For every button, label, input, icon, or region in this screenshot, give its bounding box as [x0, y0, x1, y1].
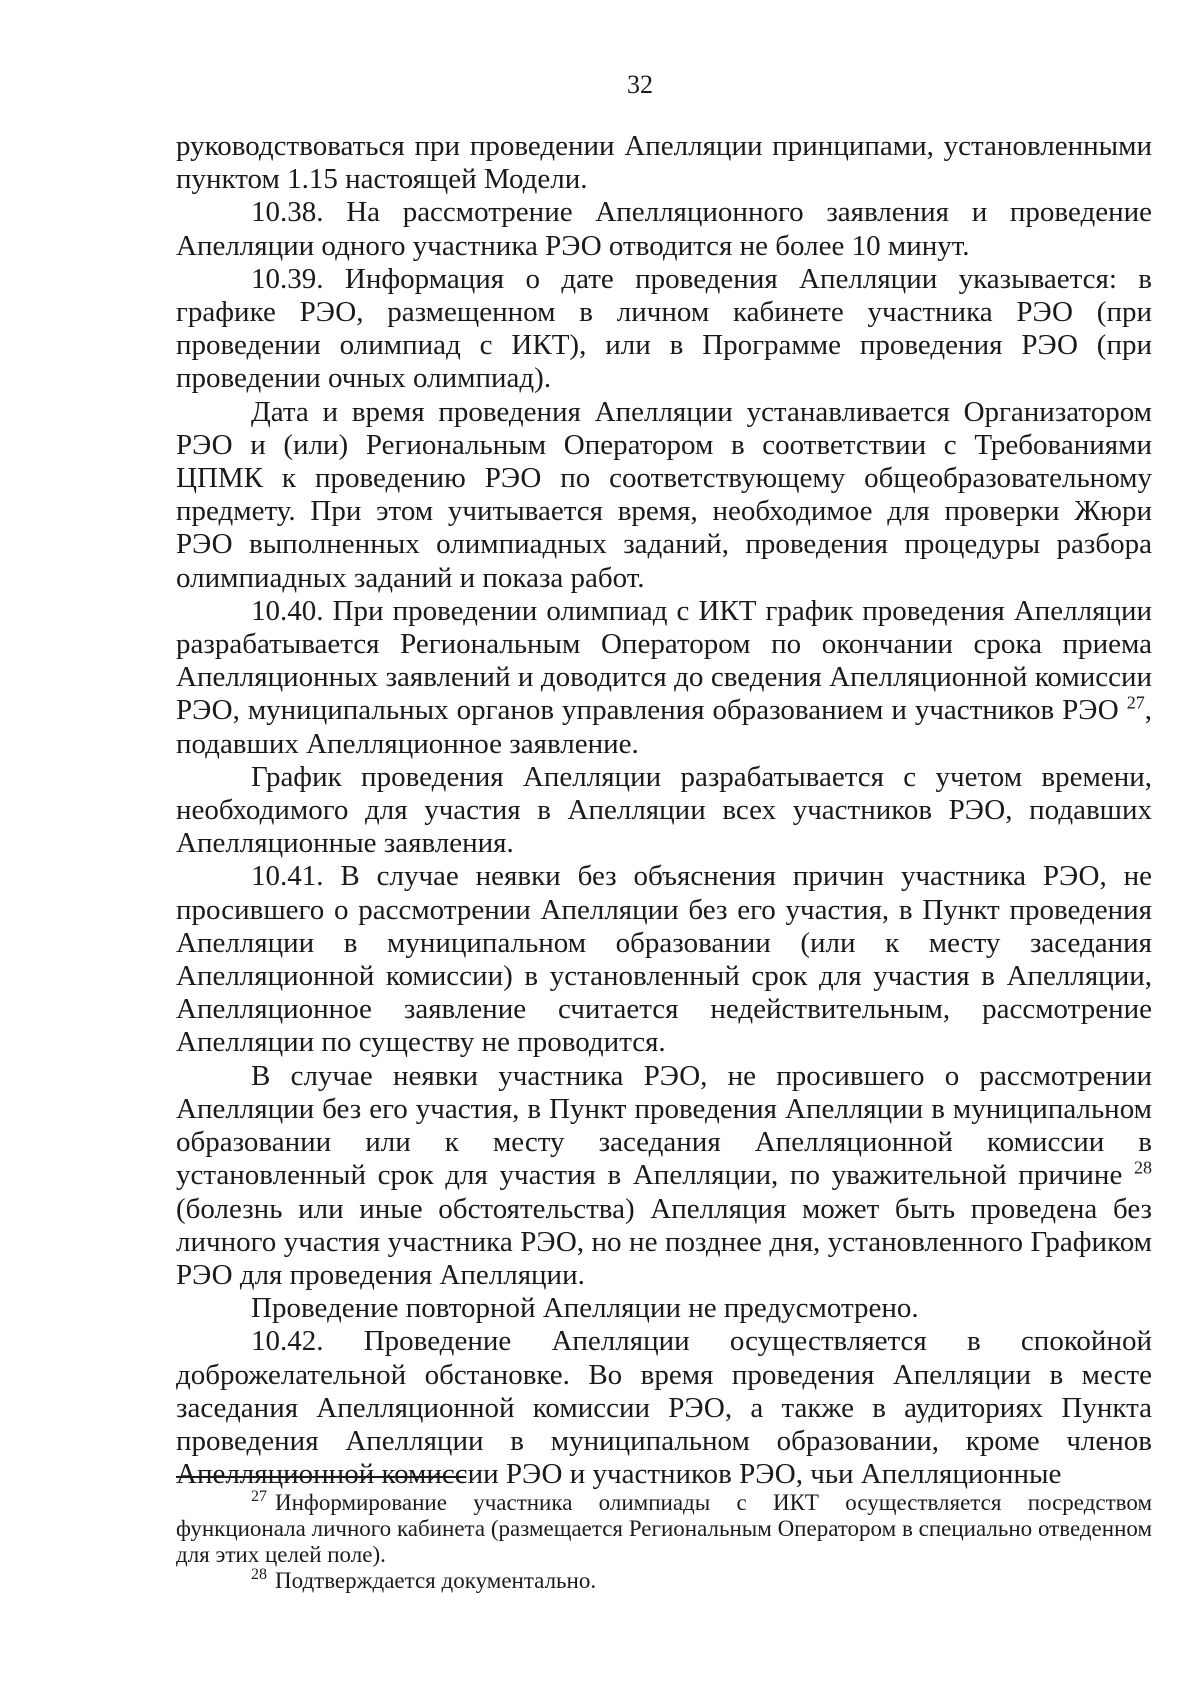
paragraph-text: (болезнь или иные обстоятельства) Апелляция может быть проведена без личного участия участника РЭО, но не позднее дня, установленного Графиком РЭО для проведения Апелляции. — [176, 1192, 1152, 1291]
paragraph: Дата и время проведения Апелляции устанавливается Организатором РЭО и (или) Региональным Оператором в соответствии с Требованиями ЦПМК к проведению РЭО по соответствующему общеобразовательному предмету. При этом учитывается время, необходимое для проверки Жюри РЭО выполненных олимпиадных заданий, проведения процедуры разбора олимпиадных заданий и показа работ. — [176, 395, 1152, 594]
paragraph-10-38: 10.38. На рассмотрение Апелляционного заявления и проведение Апелляции одного участника РЭО отводится не более 10 минут. — [176, 196, 1152, 262]
footnote-separator — [176, 1476, 466, 1478]
footnote-number: 28 — [251, 1566, 267, 1584]
footnote-number: 27 — [251, 1488, 267, 1506]
document-body — [176, 130, 1152, 1491]
footnote — [176, 1568, 1152, 1594]
paragraph-10-39: 10.39. Информация о дате проведения Апелляции указывается: в графике РЭО, размещенном в личном кабинете участника РЭО (при проведении олимпиад с ИКТ), или в Программе проведения РЭО (при проведении очных олимпиад). — [176, 262, 1152, 395]
paragraph-10-42: 10.42. Проведение Апелляции осуществляется в спокойной доброжелательной обстановке. Во время проведения Апелляции в месте заседания Апелляционной комиссии РЭО, а также в аудиториях Пункта проведения Апелляции в муниципальном образовании, кроме членов Апелляционной комиссии РЭО и участников РЭО, чьи Апелляционные — [176, 1325, 1152, 1491]
paragraph: График проведения Апелляции разрабатывается с учетом времени, необходимого для участия в Апелляции всех участников РЭО, подавших Апелляционные заявления. — [176, 760, 1152, 860]
paragraph-text: , подавших Апелляционное заявление. — [176, 694, 1152, 760]
paragraph: руководствоваться при проведении Апелляции принципами, установленными пунктом 1.15 настоящей Модели. — [176, 130, 1152, 196]
footnote-text: Подтверждается документально. — [275, 1568, 597, 1593]
paragraph-10-41: 10.41. В случае неявки без объяснения причин участника РЭО, не просившего о рассмотрении Апелляции без его участия, в Пункт проведения Апелляции в муниципальном образовании (или к месту заседания Апелляционной комиссии) в установленный срок для участия в Апелляции, Апелляционное заявление считается недействительным, рассмотрение Апелляции по существу не проводится. — [176, 860, 1152, 1059]
paragraph: Проведение повторной Апелляции не предусмотрено. — [251, 1292, 919, 1325]
paragraph-text: В случае неявки участника РЭО, не просившего о рассмотрении Апелляции без его участия, в Пункт проведения Апелляции в муниципальном образовании или к месту заседания Апелляционной комиссии в установленный срок для участия в Апелляции, по уважительной причине — [176, 1059, 1152, 1192]
footnotes — [176, 1490, 1152, 1594]
paragraph-10-40 — [176, 595, 1152, 761]
footnote-text: Информирование участника олимпиады с ИКТ осуществляется посредством функционала личного кабинета (размещается Региональным Оператором в специально отведенном для этих целей поле). — [176, 1490, 1152, 1567]
footnote-reference: 27 — [1126, 692, 1145, 713]
paragraph — [176, 1060, 1152, 1292]
page-number: 32 — [627, 70, 653, 99]
paragraph-text: 10.40. При проведении олимпиад с ИКТ график проведения Апелляции разрабатывается Региональным Оператором по окончании срока приема Апелляционных заявлений и доводится до сведения Апелляционной комиссии РЭО, муниципальных органов управления образованием и участников РЭО — [176, 594, 1152, 727]
footnote — [176, 1490, 1152, 1568]
footnote-reference: 28 — [1134, 1157, 1152, 1178]
